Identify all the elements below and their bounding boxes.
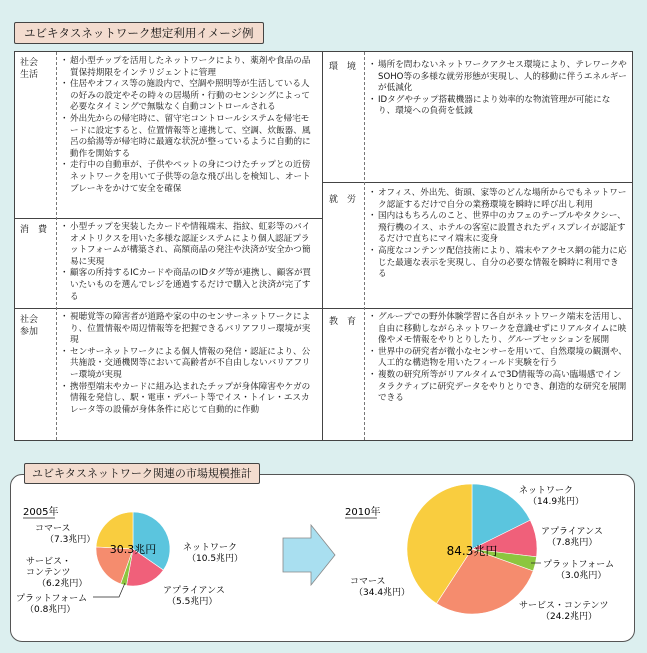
pie-total-2010: 84.3兆円 — [446, 544, 498, 558]
list-item: ・ 外出先からの帰宅時に、留守宅コントロールシステムを帰宅モードに設定すると、位置情報等と連携して、空調、炊飯器、風呂の給湯等が帰宅時に最適な状況が整っているように自動的に動作を開始する — [61, 114, 317, 160]
list-item: ・ 複数の研究所等がリアルタイムで3D情報等の高い臨場感でインタラクティブに研究データをやりとりでき、創造的な研究を展開できる — [369, 370, 627, 405]
leader-platform-2005 — [93, 583, 125, 597]
row-divider — [322, 308, 632, 309]
value-commerce-2005: （7.3兆円） — [45, 535, 96, 545]
value-appliance-2005: （5.5兆円） — [167, 597, 218, 607]
list-item: ・ IDタグやチップ搭載機器により効率的な物流管理が可能になり、環境への負荷を低減 — [369, 95, 627, 118]
arrow-icon — [283, 525, 335, 585]
category-work: 就 労 — [329, 195, 357, 205]
usage-example-table — [14, 51, 633, 441]
education-list — [369, 312, 627, 405]
label-commerce-2010: コマース — [350, 577, 386, 587]
list-item: ・ グループでの野外体験学習に各自がネットワーク端末を活用し、自由に移動しながらネットワークを意識せずにリアルタイムに映像やメモ情報をやりとりしたり、グループセッションを展開 — [369, 312, 627, 347]
list-item: ・ 走行中の自動車が、子供やペットの身につけたチップとの近傍ネットワークを用いて子供等の急な飛び出しを検知し、オートブレーキをかけて安全を確保 — [61, 160, 317, 195]
label-service-2005-a: サービス・ — [26, 557, 72, 567]
category-divider — [56, 52, 57, 440]
category-social-participation: 社会 参加 — [20, 315, 39, 337]
label-appliance-2010: アプライアンス — [541, 527, 603, 537]
list-item: ・ 国内はもちろんのこと、世界中のカフェのテーブルやタクシー、飛行機のイス、ホテルの客室に設置されたディスプレイが認証するだけで直ちにマイ端末に変身 — [369, 211, 627, 246]
row-divider — [322, 182, 632, 183]
work-list — [369, 188, 627, 281]
value-service-2005: （6.2兆円） — [37, 579, 88, 589]
value-network-2010: （14.9兆円） — [528, 497, 585, 507]
row-divider — [15, 218, 322, 219]
label-network-2010: ネットワーク — [519, 486, 574, 496]
center-divider — [322, 52, 323, 440]
value-appliance-2010: （7.8兆円） — [547, 538, 598, 548]
label-platform-2010: プラットフォーム — [543, 560, 615, 570]
pie-total-2005: 30.3兆円 — [109, 543, 157, 556]
list-item: ・ 超小型チップを活用したネットワークにより、薬剤や食品の品質保持期限をインテリジェントに管理 — [61, 56, 317, 79]
value-platform-2010: （3.0兆円） — [556, 571, 607, 581]
value-commerce-2010: （34.4兆円） — [354, 588, 411, 598]
list-item: ・ 場所を問わないネットワークアクセス環境により、テレワークやSOHO等の多様な就労形態が実現し、人的移動に伴うエネルギーが低減化 — [369, 60, 627, 95]
market-charts — [11, 475, 636, 643]
value-service-2010: （24.2兆円） — [541, 612, 598, 622]
category-social-life: 社会 生活 — [20, 58, 39, 80]
page-title: ユビキタスネットワーク想定利用イメージ例 — [14, 22, 264, 44]
label-service-2005-b: コンテンツ — [26, 568, 71, 578]
label-commerce-2005: コマース — [35, 524, 71, 534]
social-participation-list — [61, 312, 317, 416]
list-item: ・ 顧客の所持するICカードや商品のIDタグ等が連携し、顧客が買いたいものを選んでレジを通過するだけで購入と決済が完了する — [61, 268, 317, 303]
value-network-2005: （10.5兆円） — [187, 554, 244, 564]
label-platform-2005: プラットフォーム — [16, 594, 88, 604]
label-appliance-2005: アプライアンス — [163, 586, 225, 596]
list-item: ・ 視聴覚等の障害者が道路や家の中のセンサーネットワークにより、位置情報や周辺情報等を把握できるバリアフリー環境が実現 — [61, 312, 317, 347]
environment-list — [369, 60, 627, 118]
list-item: ・ 小型チップを実装したカードや情報端末、指紋、虹彩等のバイオメトリクスを用いた多様な認証システムにより個人認証プラットフォームが構築され、高額商品の発注や決済が安全かつ簡易に実現 — [61, 222, 317, 268]
label-network-2005: ネットワーク — [183, 543, 238, 553]
value-platform-2005: （0.8兆円） — [25, 605, 76, 615]
category-divider — [364, 52, 365, 440]
year-label-2010: 2010年 — [345, 507, 381, 518]
list-item: ・ 住居やオフィス等の施設内で、空調や照明等が生活している人の好みの設定やその時々の居場所・行動のセンシングによって必要なタイミングで無駄なく自動コントロールされる — [61, 79, 317, 114]
market-panel — [10, 474, 635, 642]
category-education: 教 育 — [329, 317, 357, 327]
list-item: ・ 携帯型端末やカードに組み込まれたチップが身体障害やケガの情報を発信し、駅・電車・デパート等でイス・トイレ・エスカレータ等の設備が身体条件に応じて自動的に作動 — [61, 382, 317, 417]
category-environment: 環 境 — [329, 62, 357, 72]
year-label-2005: 2005年 — [23, 507, 59, 518]
consumption-list — [61, 222, 317, 303]
category-consumption: 消 費 — [20, 225, 48, 235]
list-item: ・ オフィス、外出先、街頭、家等のどんな場所からでもネットワーク認証するだけで自分の業務環境を瞬時に呼び出し利用 — [369, 188, 627, 211]
social-life-list — [61, 56, 317, 195]
row-divider — [15, 308, 322, 309]
label-service-2010: サービス・コンテンツ — [519, 601, 609, 611]
market-title: ユビキタスネットワーク関連の市場規模推計 — [24, 463, 260, 484]
list-item: ・ 高度なコンテンツ配信技術により、端末やアクセス網の能力に応じた最適な表示を実現し、自分の必要な情報を瞬時に利用できる — [369, 246, 627, 281]
list-item: ・ 世界中の研究者が微小なセンサーを用いて、自然環境の観測や、人工的な構造物を用いたフィールド実験を行う — [369, 347, 627, 370]
list-item: ・ センサーネットワークによる個人情報の発信・認証により、公共施設・交通機関等において高齢者が不自由しないバリアフリー環境が実現 — [61, 347, 317, 382]
